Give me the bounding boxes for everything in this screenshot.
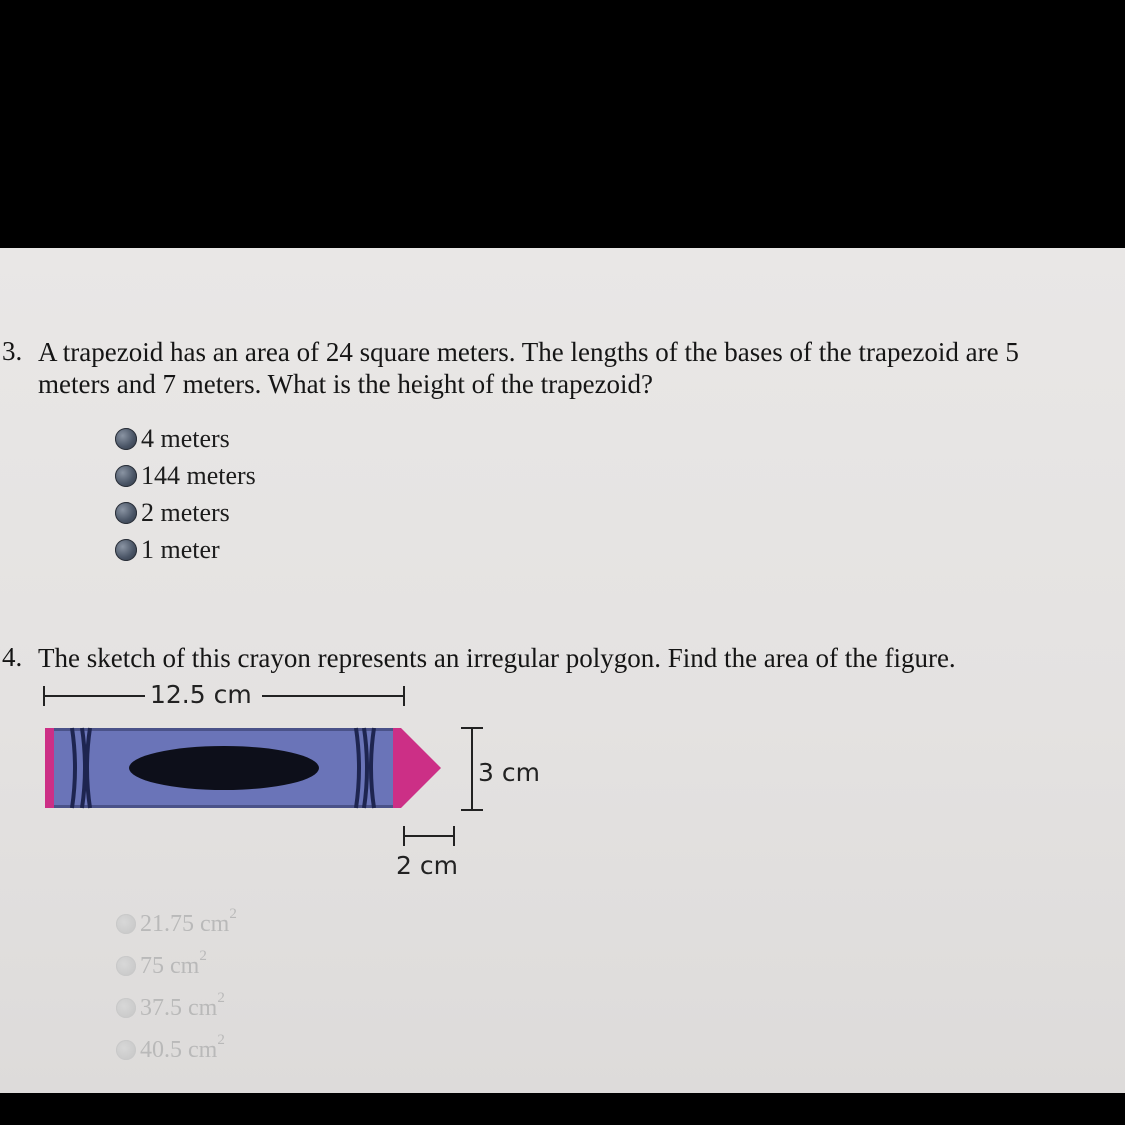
radio-button[interactable] — [115, 428, 137, 450]
option-1-meter[interactable] — [115, 531, 256, 568]
tip-dimension-line — [404, 826, 454, 846]
option-label: 4 meters — [141, 423, 230, 453]
crayon-left-band — [45, 728, 54, 808]
question-4-text: The sketch of this crayon represents an irregular polygon. Find the area of the figure. — [38, 643, 956, 673]
radio-button[interactable] — [116, 1040, 136, 1060]
crayon-figure — [0, 678, 620, 898]
option-37-5[interactable] — [116, 987, 237, 1029]
crayon-oval-label — [129, 746, 319, 790]
option-75[interactable] — [116, 945, 237, 987]
option-label: 75 $cm^2$ — [140, 948, 207, 979]
radio-button[interactable] — [115, 465, 137, 487]
option-2-meters[interactable] — [115, 494, 256, 531]
crayon-right-band — [393, 728, 401, 808]
option-144-meters[interactable] — [115, 457, 256, 494]
option-label: 40.5 $cm^2$ — [140, 1032, 225, 1063]
question-3-text-line1: A trapezoid has an area of 24 square meters. The lengths of the bases of the trapezoid are 5 — [38, 337, 1019, 367]
radio-button[interactable] — [116, 914, 136, 934]
option-4-meters[interactable] — [115, 420, 256, 457]
crayon-right-stripes — [356, 728, 374, 808]
length-label: 12.5 cm — [150, 680, 252, 709]
radio-button[interactable] — [115, 539, 137, 561]
radio-button[interactable] — [115, 502, 137, 524]
question-4-options — [116, 903, 237, 1071]
option-label: 1 meter — [141, 534, 220, 564]
option-label: 144 meters — [141, 460, 256, 490]
crayon-bottom-edge — [45, 805, 401, 808]
option-40-5[interactable] — [116, 1029, 237, 1071]
radio-button[interactable] — [116, 956, 136, 976]
radio-button[interactable] — [116, 998, 136, 1018]
option-label: 21.75 $cm^2$ — [140, 906, 237, 937]
crayon-top-edge — [45, 728, 401, 731]
question-3-number: 3. — [2, 336, 23, 366]
tip-width-label: 2 cm — [396, 851, 458, 880]
question-4-number: 4. — [2, 642, 23, 672]
question-3-text-line2: meters and 7 meters. What is the height of the trapezoid? — [38, 369, 654, 399]
option-21-75[interactable] — [116, 903, 237, 945]
question-3-options — [115, 420, 256, 568]
option-label: 37.5 $cm^2$ — [140, 990, 225, 1021]
quiz-screen — [0, 248, 1125, 1093]
option-label: 2 meters — [141, 497, 230, 527]
crayon-tip — [401, 728, 441, 808]
height-label: 3 cm — [478, 758, 540, 787]
